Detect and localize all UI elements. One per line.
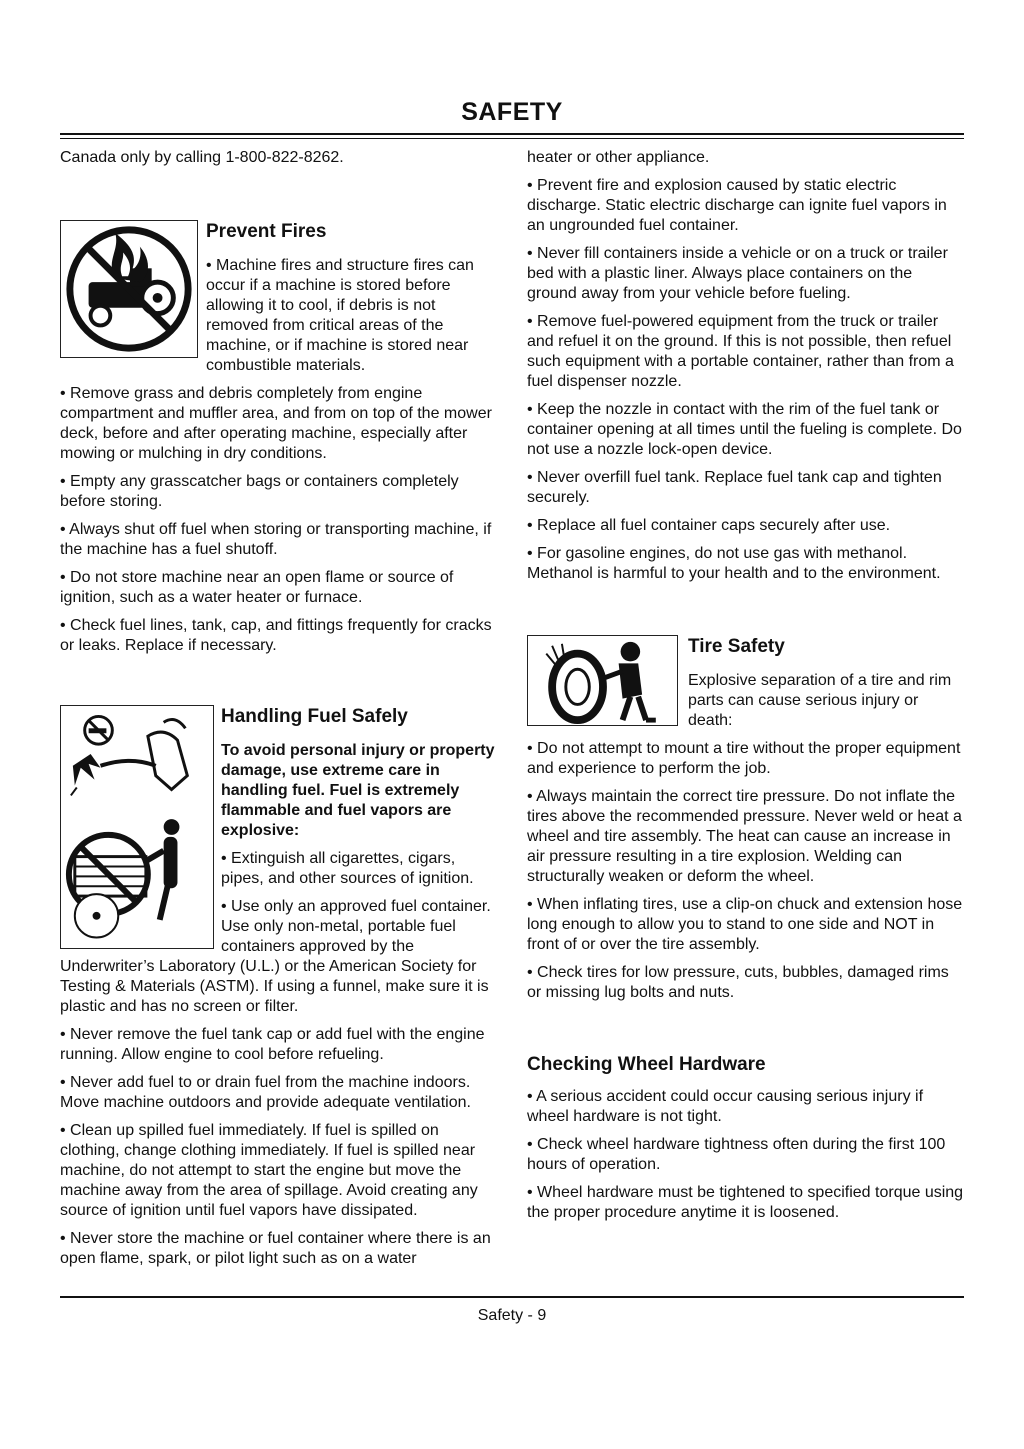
right-column [527, 148, 964, 1231]
list-item: • Remove fuel-powered equipment from the truck or trailer and refuel it on the ground. If this is not possible, then refuel such equipment with a portable container, rather than from a fuel dispenser nozzle. [527, 313, 954, 390]
list-item: • Never fill containers inside a vehicle or on a truck or trailer bed with a plastic liner. Always place containers on the ground away from your vehicle before fueling. [527, 245, 948, 302]
list-item: • Replace all fuel container caps securely after use. [527, 517, 891, 534]
prevent-fires-section [60, 220, 497, 656]
list-item: • Do not store machine near an open flame or source of ignition, such as a water heater or furnace. [60, 569, 454, 606]
list-item: • For gasoline engines, do not use gas with methanol. Methanol is harmful to your health and to the environment. [527, 545, 941, 582]
list-item: • Extinguish all cigarettes, cigars, pipes, and other sources of ignition. [221, 850, 474, 887]
list-item: • Keep the nozzle in contact with the rim of the fuel tank or container opening at all times until the fueling is complete. Do not use a nozzle lock-open device. [527, 401, 962, 458]
list-item: • Never add fuel to or drain fuel from the machine indoors. Move machine outdoors and provide adequate ventilation. [60, 1074, 471, 1111]
list-item: • Never overfill fuel tank. Replace fuel tank cap and tighten securely. [527, 469, 942, 506]
handling-fuel-section [60, 705, 497, 1269]
list-item: • Check wheel hardware tightness often during the first 100 hours of operation. [527, 1136, 946, 1173]
list-item: • Check fuel lines, tank, cap, and fittings frequently for cracks or leaks. Replace if necessary. [60, 617, 492, 654]
intro-text: Canada only by calling 1-800-822-8262. [60, 149, 344, 166]
list-item: • Prevent fire and explosion caused by static electric discharge. Static electric discharge can ignite fuel vapors in an ungrounded fuel container. [527, 177, 947, 234]
list-item: • Empty any grasscatcher bags or containers completely before storing. [60, 473, 459, 510]
list-item: • Wheel hardware must be tightened to specified torque using the proper procedure anytime it is loosened. [527, 1184, 964, 1221]
page-title: SAFETY [461, 98, 563, 126]
left-column [60, 148, 497, 1277]
fuel-handling-icon [60, 705, 214, 949]
header-rule [60, 133, 964, 135]
wheel-hardware-section [527, 1053, 964, 1223]
list-item: • Do not attempt to mount a tire without the proper equipment and experience to perform the job. [527, 740, 961, 777]
tire-safety-section [527, 635, 964, 1003]
list-item: • Always shut off fuel when storing or transporting machine, if the machine has a fuel shutoff. [60, 521, 492, 558]
prevent-fires-heading: Prevent Fires [206, 221, 327, 242]
fuel-warning: To avoid personal injury or property damage, use extreme care in handling fuel. Fuel is extremely flammable and fuel vapors are explosive: [221, 742, 495, 839]
list-item: • Never store the machine or fuel container where there is an open flame, spark, or pilot light such as on a water [60, 1230, 491, 1267]
tire-safety-heading: Tire Safety [688, 636, 785, 657]
list-item: • Remove grass and debris completely from engine compartment and muffler area, and from on top of the mower deck, before and after operating machine, especially after mowing or mulching in dry conditions. [60, 385, 492, 462]
handling-fuel-heading: Handling Fuel Safely [221, 706, 408, 727]
tire-intro: Explosive separation of a tire and rim parts can cause serious injury or death: [688, 672, 952, 729]
continued-text: heater or other appliance. [527, 149, 710, 166]
list-item: • Check tires for low pressure, cuts, bubbles, damaged rims or missing lug bolts and nuts. [527, 964, 949, 1001]
no-fire-mower-icon [60, 220, 198, 358]
header-rule-thin [60, 138, 964, 139]
list-item: • Clean up spilled fuel immediately. If fuel is spilled on clothing, change clothing immediately. If fuel is spilled near machine, do not attempt to start the engine but move the machine away from the area of spillage. Avoid creating any source of ignition until fuel vapors have dissipated. [60, 1122, 478, 1219]
list-item: • A serious accident could occur causing serious injury if wheel hardware is not tight. [527, 1088, 924, 1125]
footer-rule [60, 1296, 964, 1298]
list-item: • When inflating tires, use a clip-on chuck and extension hose long enough to allow you to stand to one side and NOT in front of or over the tire assembly. [527, 896, 963, 953]
list-item: • Never remove the fuel tank cap or add fuel with the engine running. Allow engine to cool before refueling. [60, 1026, 485, 1063]
list-item: • Always maintain the correct tire pressure. Do not inflate the tires above the recommended pressure. Never weld or heat a wheel and tire assembly. The heat can cause an increase in air pressure resulting in a tire explosion. Welding can structurally weaken or deform the wheel. [527, 788, 962, 885]
wheel-hardware-heading: Checking Wheel Hardware [527, 1054, 766, 1075]
list-item: • Use only an approved fuel container. Use only non-metal, portable fuel containers approved by the Underwriter’s Laboratory (U.L.) or the American Society for Testing & Materials (ASTM). If using a funnel, make sure it is plastic and has no screen or filter. [60, 898, 491, 1015]
page-number: Safety - 9 [477, 1307, 547, 1324]
list-item: • Machine fires and structure fires can occur if a machine is stored before allowing it to cool, if debris is not removed from critical areas of the machine, or if machine is stored near combustible materials. [206, 257, 474, 374]
tire-explosion-icon [527, 635, 678, 726]
